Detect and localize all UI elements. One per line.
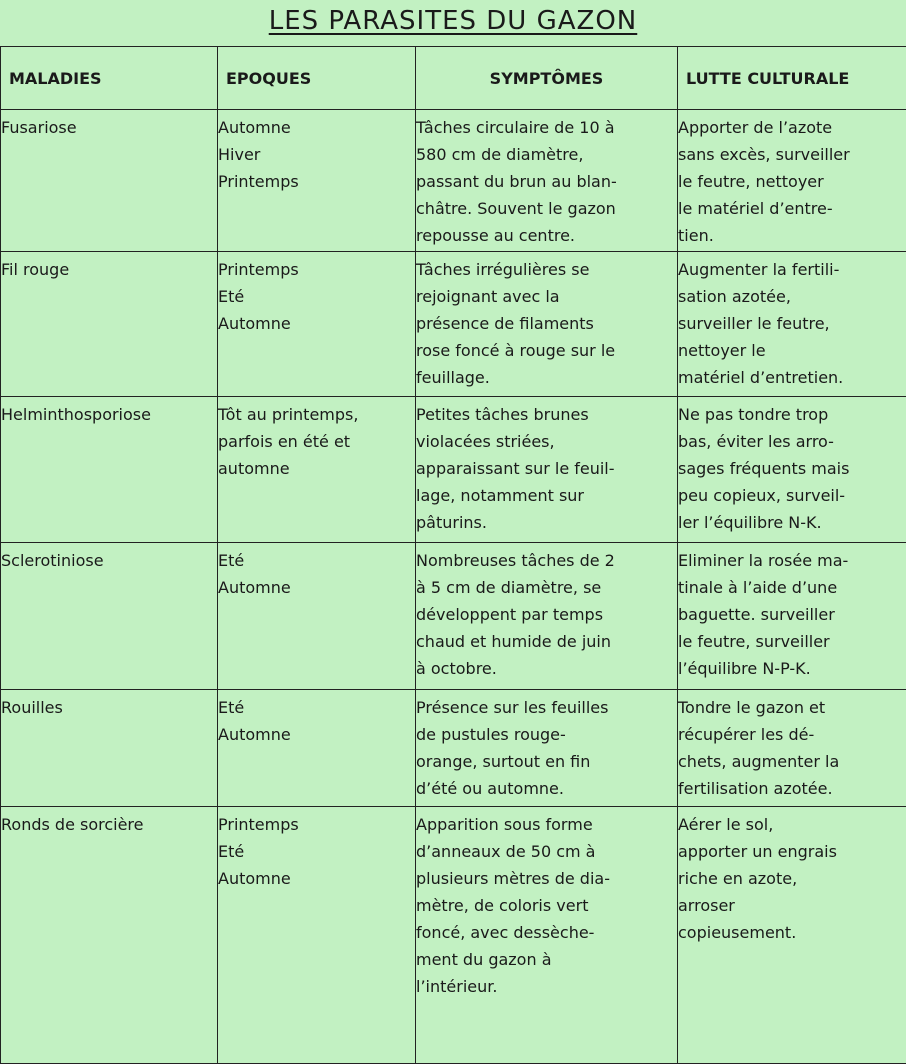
lutte-line: Eliminer la rosée ma-	[678, 547, 906, 574]
cell-epoques	[218, 543, 416, 690]
lutte-line: apporter un engrais	[678, 838, 906, 865]
lutte-line: bas, éviter les arro-	[678, 428, 906, 455]
lutte-line: baguette. surveiller	[678, 601, 906, 628]
symptome-line: Nombreuses tâches de 2	[416, 547, 677, 574]
cell-lutte	[678, 807, 906, 1064]
cell-lutte	[678, 110, 906, 252]
symptome-line: présence de filaments	[416, 310, 677, 337]
symptome-line: développent par temps	[416, 601, 677, 628]
lutte-line: ler l’équilibre N-K.	[678, 509, 906, 536]
table-row	[1, 110, 906, 252]
lutte-line: Augmenter la fertili-	[678, 256, 906, 283]
lutte-line: le feutre, surveiller	[678, 628, 906, 655]
symptome-line: feuillage.	[416, 364, 677, 391]
symptome-line: Tâches irrégulières se	[416, 256, 677, 283]
table-row	[1, 807, 906, 1064]
parasites-table	[0, 46, 906, 1064]
cell-epoques	[218, 807, 416, 1064]
cell-maladie	[1, 690, 218, 807]
epoque-line: Automne	[218, 865, 415, 892]
lutte-line: le matériel d’entre-	[678, 195, 906, 222]
lutte-line: tinale à l’aide d’une	[678, 574, 906, 601]
symptome-line: châtre. Souvent le gazon	[416, 195, 677, 222]
symptome-line: passant du brun au blan-	[416, 168, 677, 195]
symptome-line: pâturins.	[416, 509, 677, 536]
epoque-line: parfois en été et	[218, 428, 415, 455]
symptome-line: plusieurs mètres de dia-	[416, 865, 677, 892]
cell-symptomes	[416, 252, 678, 397]
cell-symptomes	[416, 807, 678, 1064]
symptome-line: ment du gazon à	[416, 946, 677, 973]
lutte-line: Aérer le sol,	[678, 811, 906, 838]
symptome-line: à octobre.	[416, 655, 677, 682]
lutte-line: sans excès, surveiller	[678, 141, 906, 168]
header-lutte-culturale: LUTTE CULTURALE	[678, 47, 906, 110]
maladie-name: Sclerotiniose	[1, 547, 217, 574]
epoque-line: Eté	[218, 838, 415, 865]
lutte-line: peu copieux, surveil-	[678, 482, 906, 509]
symptome-line: rose foncé à rouge sur le	[416, 337, 677, 364]
symptome-line: foncé, avec dessèche-	[416, 919, 677, 946]
cell-epoques	[218, 252, 416, 397]
symptome-line: mètre, de coloris vert	[416, 892, 677, 919]
lutte-line: fertilisation azotée.	[678, 775, 906, 802]
cell-maladie	[1, 110, 218, 252]
table-row	[1, 252, 906, 397]
epoque-line: Automne	[218, 310, 415, 337]
cell-maladie	[1, 807, 218, 1064]
symptome-line: rejoignant avec la	[416, 283, 677, 310]
lutte-line: nettoyer le	[678, 337, 906, 364]
symptome-line: Petites tâches brunes	[416, 401, 677, 428]
cell-maladie	[1, 252, 218, 397]
header-symptomes: SYMPTÔMES	[416, 47, 678, 110]
table-body	[1, 110, 906, 1064]
cell-maladie	[1, 543, 218, 690]
maladie-name: Rouilles	[1, 694, 217, 721]
maladie-name: Helminthosporiose	[1, 401, 217, 428]
cell-epoques	[218, 397, 416, 543]
cell-lutte	[678, 690, 906, 807]
cell-epoques	[218, 110, 416, 252]
symptome-line: à 5 cm de diamètre, se	[416, 574, 677, 601]
cell-lutte	[678, 543, 906, 690]
epoque-line: Eté	[218, 283, 415, 310]
table-row	[1, 690, 906, 807]
lutte-line: l’équilibre N-P-K.	[678, 655, 906, 682]
symptome-line: Tâches circulaire de 10 à	[416, 114, 677, 141]
epoque-line: Hiver	[218, 141, 415, 168]
epoque-line: Automne	[218, 721, 415, 748]
maladie-name: Fusariose	[1, 114, 217, 141]
symptome-line: repousse au centre.	[416, 222, 677, 249]
symptome-line: 580 cm de diamètre,	[416, 141, 677, 168]
cell-symptomes	[416, 690, 678, 807]
cell-symptomes	[416, 543, 678, 690]
lutte-line: chets, augmenter la	[678, 748, 906, 775]
lutte-line: tien.	[678, 222, 906, 249]
cell-lutte	[678, 397, 906, 543]
symptome-line: apparaissant sur le feuil-	[416, 455, 677, 482]
epoque-line: Printemps	[218, 168, 415, 195]
lutte-line: Tondre le gazon et	[678, 694, 906, 721]
lutte-line: récupérer les dé-	[678, 721, 906, 748]
symptome-line: lage, notamment sur	[416, 482, 677, 509]
symptome-line: violacées striées,	[416, 428, 677, 455]
symptome-line: de pustules rouge-	[416, 721, 677, 748]
cell-symptomes	[416, 110, 678, 252]
page-title: LES PARASITES DU GAZON	[0, 6, 906, 36]
lutte-line: le feutre, nettoyer	[678, 168, 906, 195]
epoque-line: Printemps	[218, 811, 415, 838]
symptome-line: l’intérieur.	[416, 973, 677, 1000]
cell-maladie	[1, 397, 218, 543]
lutte-line: riche en azote,	[678, 865, 906, 892]
table-row	[1, 543, 906, 690]
cell-lutte	[678, 252, 906, 397]
lutte-line: surveiller le feutre,	[678, 310, 906, 337]
lutte-line: sation azotée,	[678, 283, 906, 310]
lutte-line: arroser	[678, 892, 906, 919]
symptome-line: Apparition sous forme	[416, 811, 677, 838]
header-epoques: EPOQUES	[218, 47, 416, 110]
lutte-line: matériel d’entretien.	[678, 364, 906, 391]
maladie-name: Fil rouge	[1, 256, 217, 283]
lutte-line: Ne pas tondre trop	[678, 401, 906, 428]
symptome-line: chaud et humide de juin	[416, 628, 677, 655]
cell-symptomes	[416, 397, 678, 543]
epoque-line: automne	[218, 455, 415, 482]
symptome-line: d’anneaux de 50 cm à	[416, 838, 677, 865]
lutte-line: Apporter de l’azote	[678, 114, 906, 141]
symptome-line: Présence sur les feuilles	[416, 694, 677, 721]
epoque-line: Eté	[218, 694, 415, 721]
epoque-line: Automne	[218, 574, 415, 601]
header-maladies: MALADIES	[1, 47, 218, 110]
maladie-name: Ronds de sorcière	[1, 811, 217, 838]
epoque-line: Eté	[218, 547, 415, 574]
table-header-row	[1, 47, 906, 110]
lutte-line: sages fréquents mais	[678, 455, 906, 482]
lutte-line: copieusement.	[678, 919, 906, 946]
epoque-line: Tôt au printemps,	[218, 401, 415, 428]
epoque-line: Automne	[218, 114, 415, 141]
epoque-line: Printemps	[218, 256, 415, 283]
cell-epoques	[218, 690, 416, 807]
symptome-line: d’été ou automne.	[416, 775, 677, 802]
symptome-line: orange, surtout en fin	[416, 748, 677, 775]
table-row	[1, 397, 906, 543]
